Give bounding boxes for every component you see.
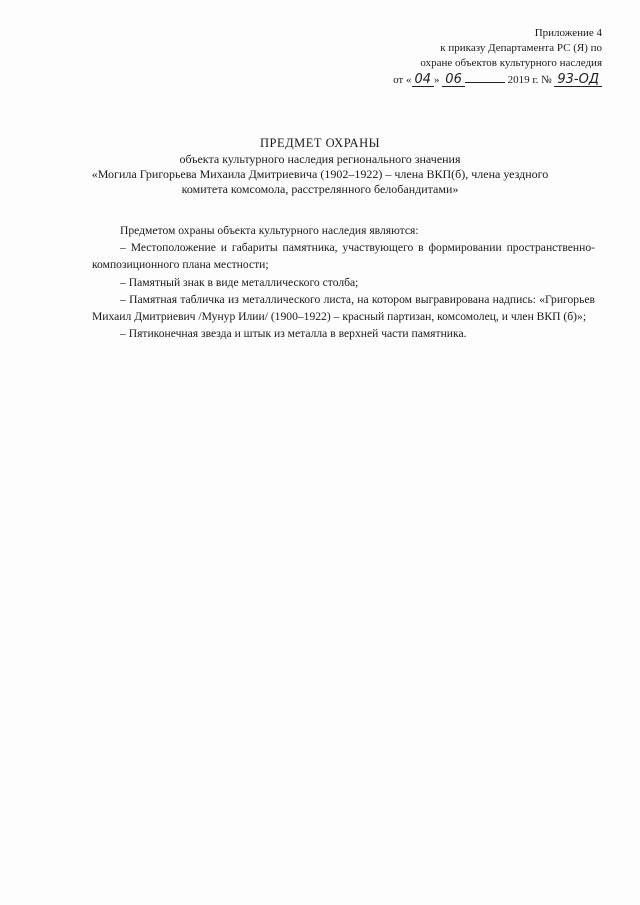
- appendix-number: Приложение 4: [534, 27, 602, 39]
- title-object-name-line1: «Могила Григорьева Михаила Дмитриевича (1902–1922) – члена ВКП(б), члена уездного: [91, 167, 549, 181]
- handwritten-day: 04: [412, 74, 435, 87]
- appendix-date-line: [362, 71, 602, 88]
- handwritten-order-number: 93-ОД: [554, 74, 602, 87]
- list-item-plaque: – Памятная табличка из металлического листа, на котором выгравирована надпись: «Григорьев Михаил Дмитриевич /Мунур Илии/ (1900–1922) – красный партизан, комсомолец, и член ВКП (б)»;: [92, 292, 595, 324]
- appendix-department: охране объектов культурного наследия: [420, 57, 602, 69]
- title-subtitle: объекта культурного наследия регионального значения: [179, 152, 461, 166]
- intro-paragraph: Предметом охраны объекта культурного наследия являются:: [120, 224, 419, 237]
- list-item-location: – Местоположение и габариты памятника, участвующего в формировании пространственно-композиционного плана местности;: [92, 241, 595, 272]
- date-mid: »: [434, 74, 440, 86]
- list-item-star-bayonet: – Пятиконечная звезда и штык из металла в верхней части памятника.: [120, 327, 467, 341]
- protection-items: [92, 222, 595, 342]
- page-title: ПРЕДМЕТ ОХРАНЫ: [259, 136, 381, 150]
- title-object-name-line2: комитета комсомола, расстрелянного белобандитами»: [181, 182, 459, 196]
- year-text: 2019 г. №: [507, 74, 552, 86]
- date-prefix: от «: [393, 74, 412, 86]
- list-item-memorial-sign: – Памятный знак в виде металлического столба;: [120, 275, 359, 289]
- handwritten-month: 06: [442, 74, 465, 87]
- appendix-header: [362, 26, 602, 88]
- month-underline: [465, 71, 505, 83]
- title-block: [90, 136, 550, 197]
- appendix-order-ref: к приказу Департамента РС (Я) по: [440, 42, 602, 54]
